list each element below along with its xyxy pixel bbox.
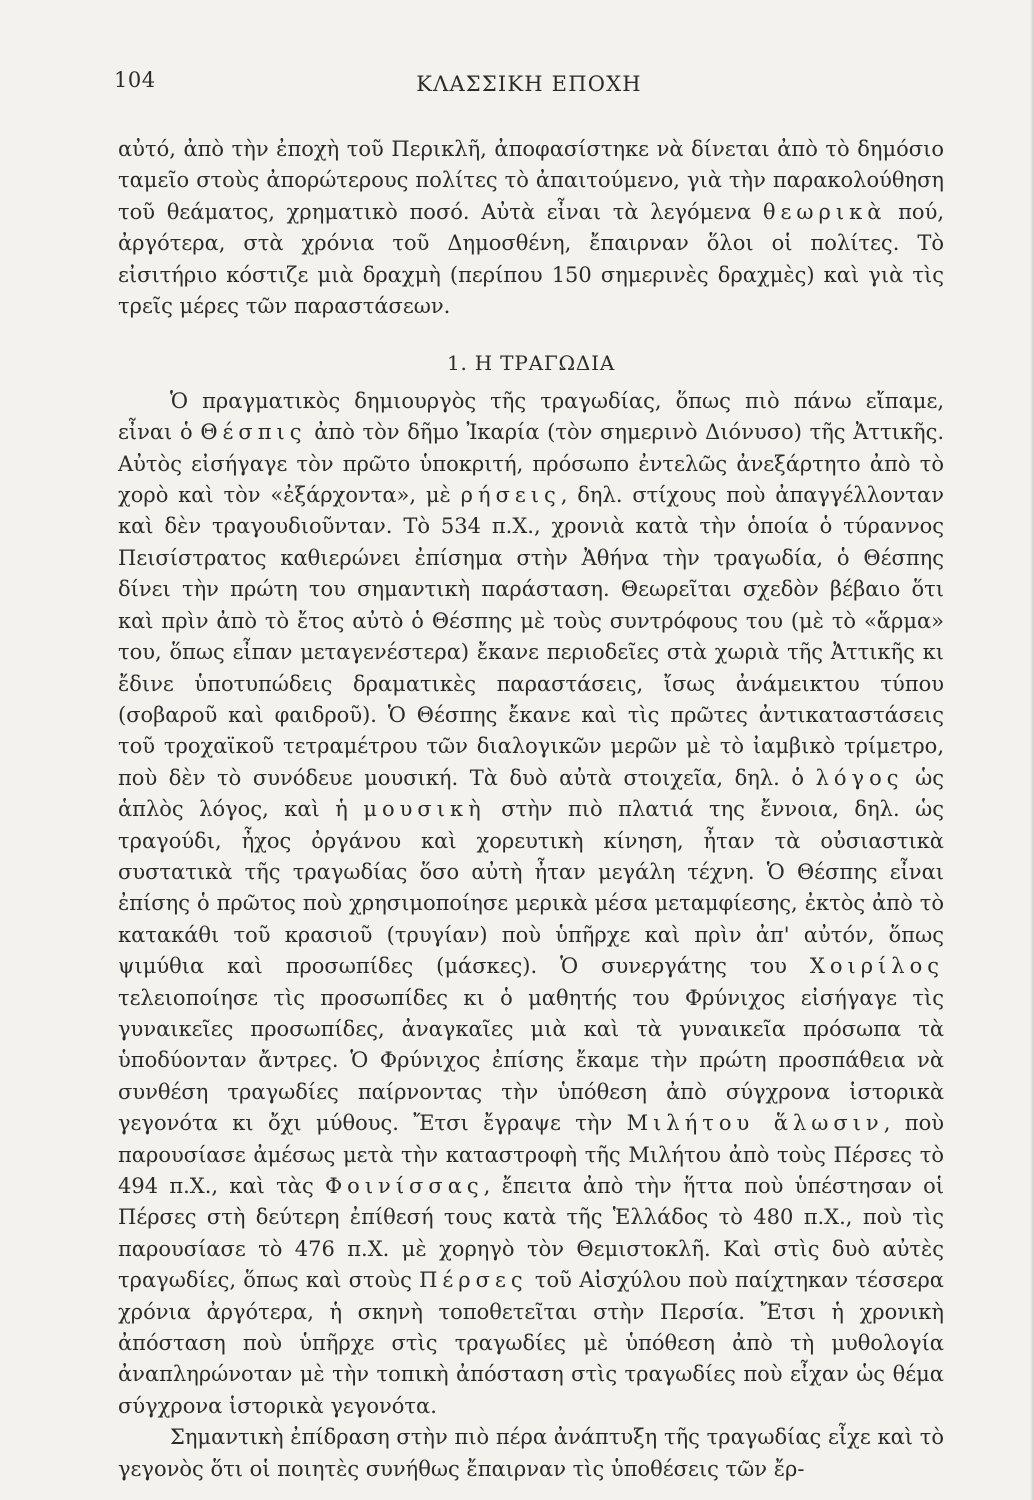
running-head: ΚΛΑΣΣΙΚΗ ΕΠΟΧΗ [416,72,642,96]
spaced-term: μουσικὴ [363,797,486,822]
spaced-term: λόγος [815,765,904,790]
spaced-term: Μιλήτου ἅλωσιν [626,1111,884,1136]
p2-text: Ὁ πραγματικὸς δημιουργὸς τῆς τραγωδίας, ὅπως πιὸ πάνω εἴπαμε, εἶναι ὁ [118,388,944,445]
paragraph-3: Σημαντικὴ ἐπίδραση στὴν πιὸ πέρα ἀνάπτυξη τῆς τραγωδίας εἶχε καὶ τὸ γεγονὸς ὅτι οἱ ποιητὲς συνήθως ἔπαιρναν τὶς ὑποθέσεις τῶν ἔρ- [118,1425,944,1481]
p2-text: , δηλ. στίχους ποὺ ἀπαγγέλλονταν καὶ δὲν τραγουδιοῦνταν. Τὸ 534 π.Χ., χρονιὰ κατὰ τὴν ὁποία ὁ τύραννος Πεισίστρατος καθιερώνει ἐπίσημα στὴν Ἀθήνα τὴν τραγωδία, ὁ Θέσπης δίνει τὴν πρώτη του σημαντικὴ παράσταση. Θεωρεῖται σχεδὸν βέβαιο ὅτι καὶ πρὶν ἀπὸ τὸ ἔτος αὐτὸ ὁ Θέσπης μὲ τοὺς συντρόφους του (μὲ τὸ «ἅρμα» του, ὅπως εἶπαν μεταγενέστερα) ἔκανε περιοδεῖες στὰ χωριὰ τῆς Ἀττικῆς κι ἔδινε ὑποτυπώδεις δραματικὲς παραστάσεις, ἴσως ἀνάμεικτου τύπου (σοβαροῦ καὶ φαιδροῦ). Ὁ Θέσπης ἔκανε καὶ τὶς πρῶτες ἀντικαταστάσεις τοῦ τροχαϊκοῦ τετραμέτρου τῶν διαλογικῶν μερῶν μὲ τὸ ἰαμβικὸ τρίμετρο, ποὺ δὲν τὸ συνόδευε μουσική. Τὰ δυὸ αὐτὰ στοιχεῖα, δηλ. ὁ [118,483,944,790]
paragraph-1 [118,134,944,322]
paragraph-1-text-b: πού, ἀργότερα, στὰ χρόνια τοῦ Δημοσθένη, ἔπαιρναν ὅλοι οἱ πολίτες. Τὸ εἰσιτήριο κόστιζε μιὰ δραχμὴ (περίπου 150 σημερινὲς δραχμὲς) καὶ γιὰ τὶς τρεῖς μέρες τῶν παραστάσεων. [118,199,945,319]
spaced-term: Πέρσες [419,1268,528,1293]
spaced-term: θεωρικὰ [762,199,887,224]
spaced-term: ρήσεις [460,483,561,508]
page-edge-shadow [1030,0,1034,1500]
page-header [114,68,944,108]
page-body [118,134,944,1485]
spaced-term: Χοιρίλος [809,954,944,979]
p2-text: τελειοποίησε τὶς προσωπίδες κι ὁ μαθητής του Φρύνιχος εἰσήγαγε τὶς γυναικεῖες προσωπίδες, ἀναγκαῖες μιὰ καὶ τὰ γυναικεῖα πρόσωπα τὰ ὑποδύονταν ἄντρες. Ὁ Φρύνιχος ἐπίσης ἔκαμε τὴν πρώτη προσπάθεια νὰ συνθέση τραγωδίες παίρνοντας τὴν ὑπόθεση ἀπὸ σύγχρονα ἱστορικὰ γεγονότα κι ὄχι μύθους. Ἔτσι ἔγραψε τὴν [118,985,944,1136]
spaced-term: Φοινίσσας [324,1174,484,1198]
p2-text: , ἔπειτα ἀπὸ τὴν ἥττα ποὺ ὑπέστησαν οἱ Πέρσες στὴ δεύτερη ἐπίθεσή τους κατὰ τῆς Ἑλλάδος τὸ 480 π.Χ., ποὺ τὶς παρουσίασε τὸ 476 π.Χ. μὲ χορηγὸ τὸν Θεμιστοκλῆ. Καὶ στὶς δυὸ αὐτὲς τραγωδίες, ὅπως καὶ στοὺς [118,1174,944,1293]
spaced-term: Θέσπις [200,420,307,445]
p2-text: τοῦ Αἰσχύλου ποὺ παίχτηκαν τέσσερα χρόνια ἀργότερα, ἡ σκηνὴ τοποθετεῖται στὴν Περσία. Ἔτσι ἡ χρονικὴ ἀπόσταση ποὺ ὑπῆρχε στὶς τραγωδίες μὲ ὑπόθεση ἀπὸ τὴ μυθολογία ἀναπληρώνοταν μὲ τὴν τοπικὴ ἀπόσταση στὶς τραγωδίες ποὺ εἶχαν ὡς θέμα σύγχρονα ἱστορικὰ γεγονότα. [118,1268,944,1418]
paragraph-2 [118,386,944,1422]
p2-text: , ποὺ παρουσίασε ἀμέσως μετὰ τὴν καταστροφὴ τῆς Μιλήτου ἀπὸ τοὺς Πέρσες τὸ 494 π.Χ., καὶ τὰς [118,1111,945,1198]
p2-text: ἀπὸ τὸν δῆμο Ἰκαρία (τὸν σημερινὸ Διόνυσο) τῆς Ἀττικῆς. Αὐτὸς εἰσήγαγε τὸν πρῶτο ὑποκριτή, πρόσωπο ἐντελῶς ἀνεξάρτητο ἀπὸ τὸ χορὸ καὶ τὸν «ἐξάρχοντα», μὲ [118,420,945,508]
section-title: 1. Η ΤΡΑΓΩΔΙΑ [446,351,616,376]
p2-text: ὡς ἁπλὸς λόγος, καὶ ἡ [118,765,944,822]
paragraph-1-text-a: αὐτό, ἀπὸ τὴν ἐποχὴ τοῦ Περικλῆ, ἀποφασίστηκε νὰ δίνεται ἀπὸ τὸ δημόσιο ταμεῖο στοὺς ἀπορώτερους πολίτες τὸ ἀπαιτούμενο, γιὰ τὴν παρακολούθηση τοῦ θεάματος, χρηματικὸ ποσό. Αὐτὰ εἶναι τὰ λεγόμενα [118,137,944,224]
page-number: 104 [114,68,156,92]
p2-text: στὴν πιὸ πλατιά της ἔννοια, δηλ. ὡς τραγούδι, ἦχος ὀργάνου καὶ χορευτικὴ κίνηση, ἦταν τὰ οὐσιαστικὰ συστατικὰ τῆς τραγωδίας ὅσο αὐτὴ ἦταν μεγάλη τέχνη. Ὁ Θέσπης εἶναι ἐπίσης ὁ πρῶτος ποὺ χρησιμοποίησε μερικὰ μέσα μεταμφίεσης, ἐκτὸς ἀπὸ τὸ κατακάθι τοῦ κρασιοῦ (τρυγίαν) ποὺ ὑπῆρχε καὶ πρὶν ἀπ' αὐτόν, ὅπως ψιμύθια καὶ προσωπίδες (μάσκες). Ὁ συνεργάτης του [118,797,945,979]
